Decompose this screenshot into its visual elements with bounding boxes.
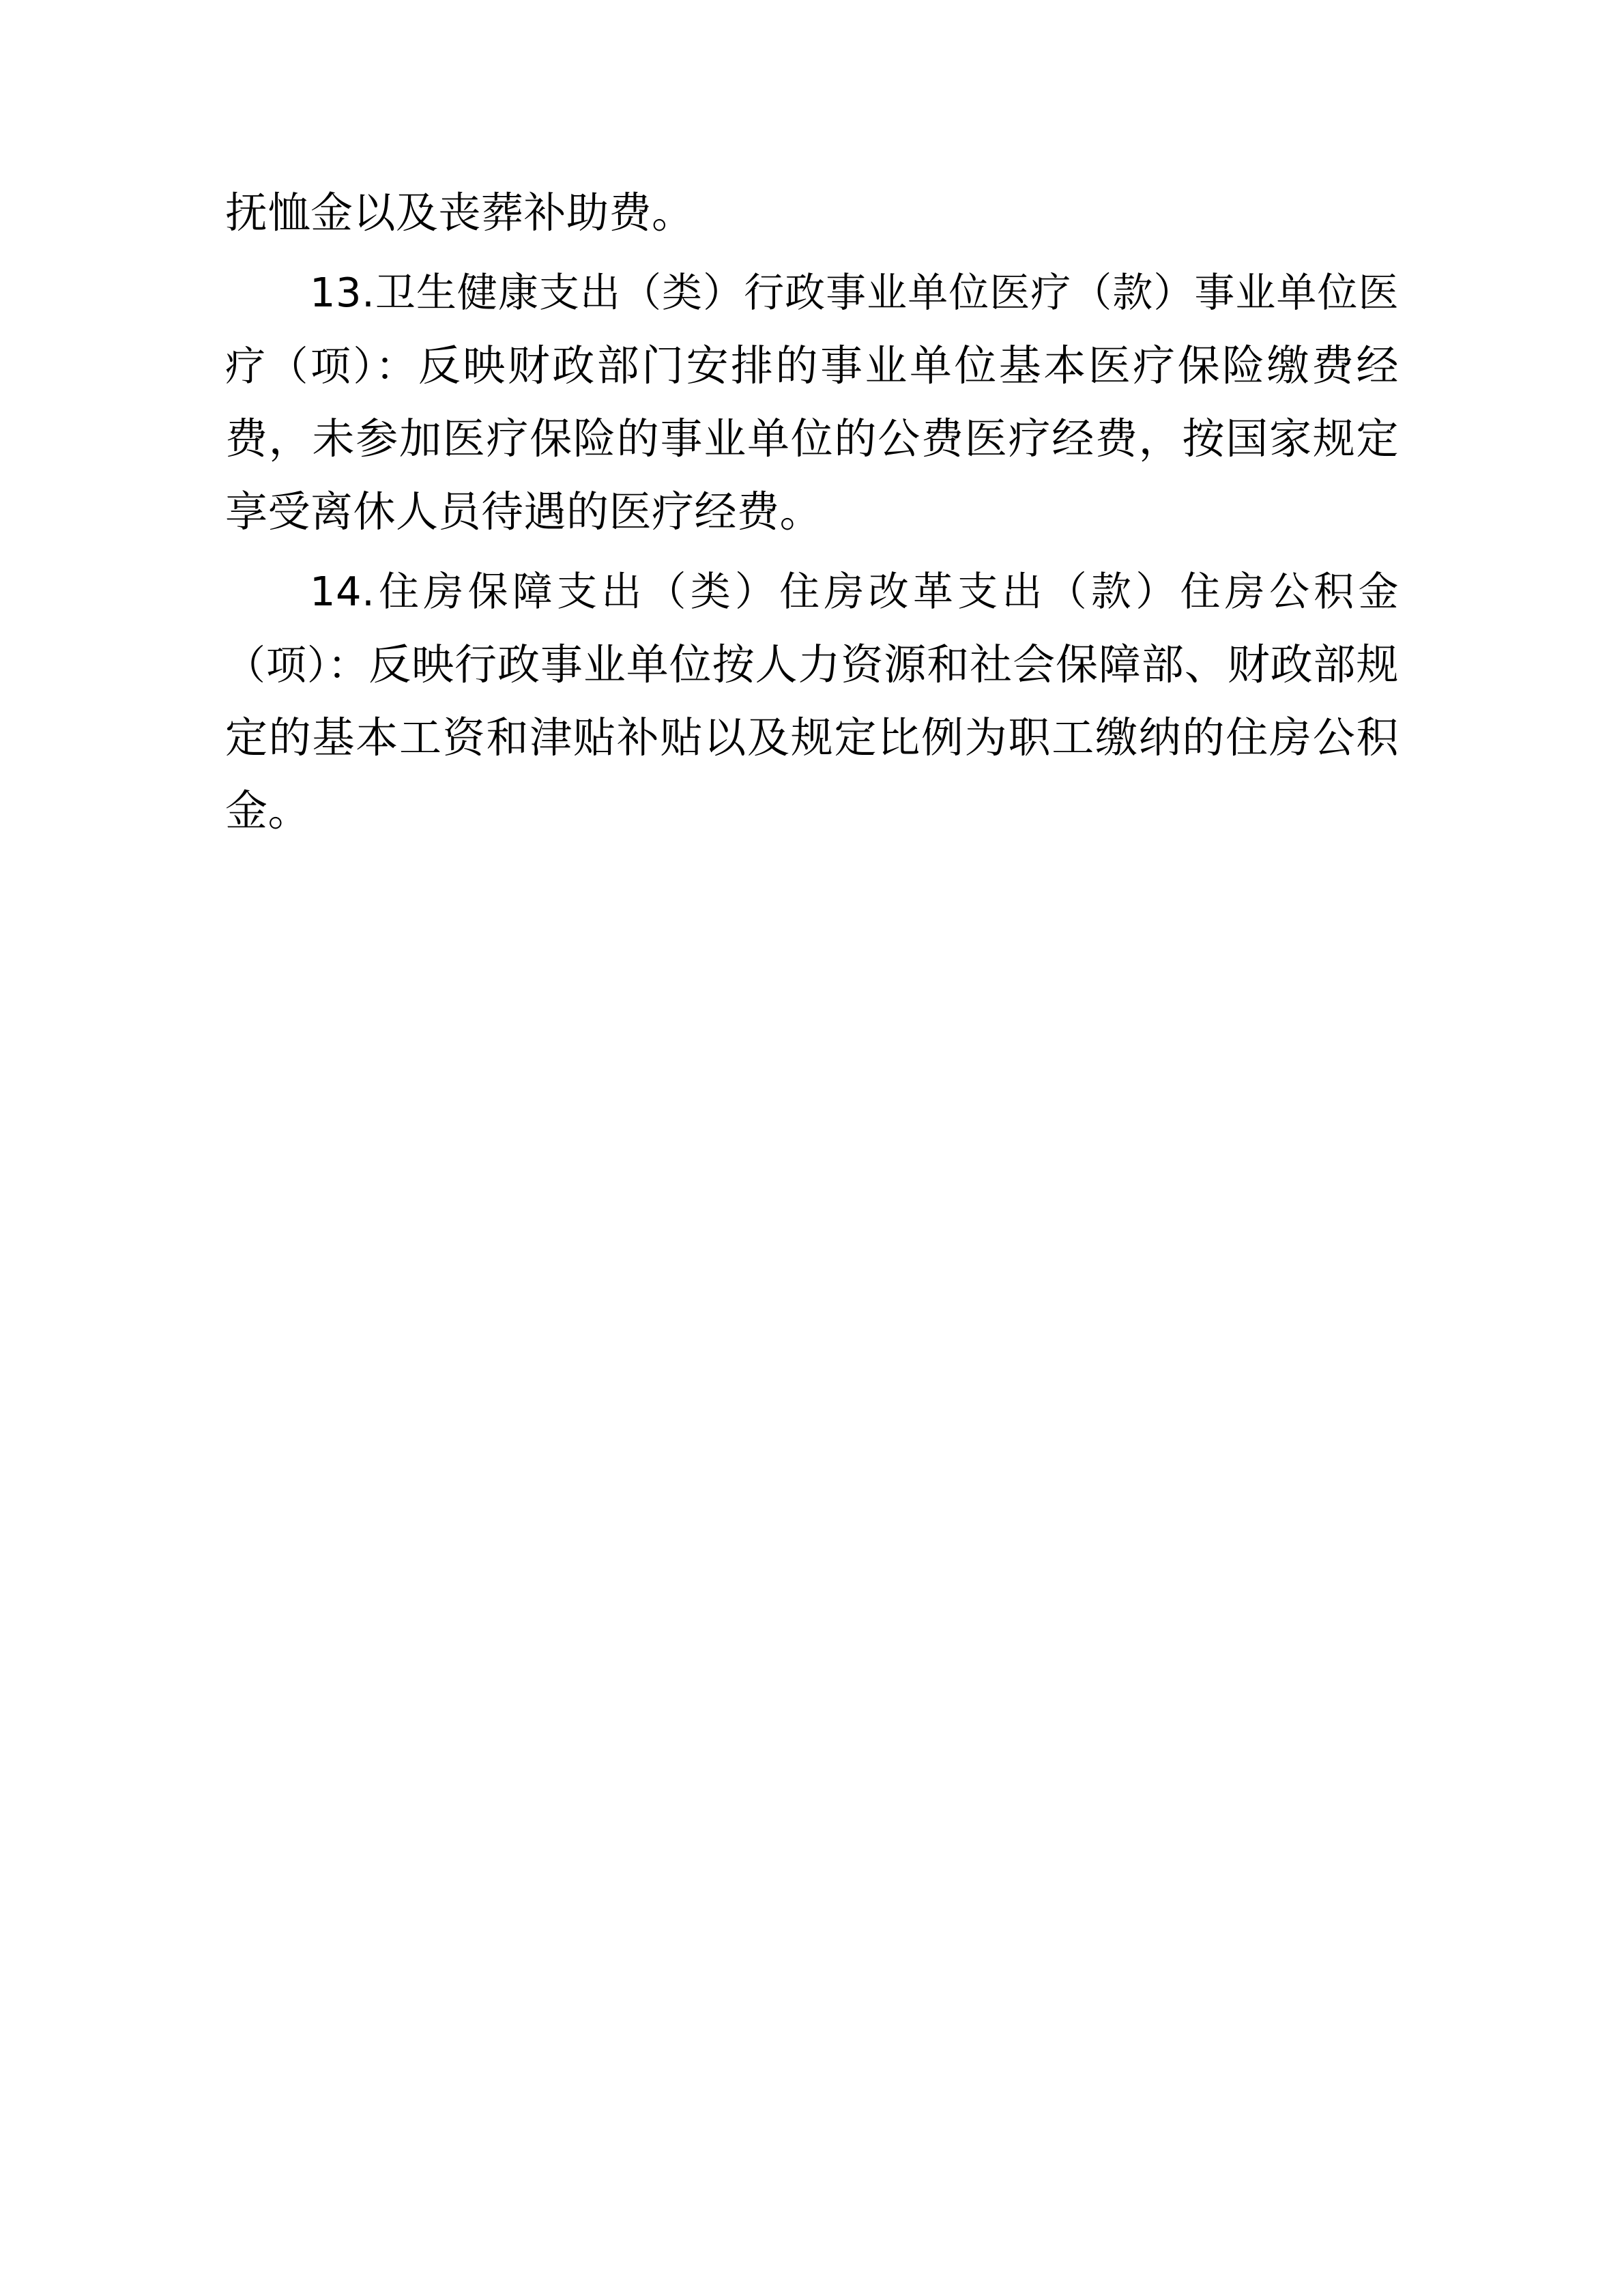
item-14-heading: 住房保障支出（类）住房改革支出（款）住房公积金（项）： bbox=[225, 568, 1399, 689]
paragraph-item-14 bbox=[225, 555, 1399, 848]
paragraph-item-13 bbox=[225, 256, 1399, 549]
item-14-body: 反映行政事业单位按人力资源和社会保障部、财政部规定的基本工资和津贴补贴以及规定比例为职工缴纳的住房公积金。 bbox=[225, 642, 1399, 835]
item-13-body: 反映财政部门安排的事业单位基本医疗保险缴费经费，未参加医疗保险的事业单位的公费医疗经费，按国家规定享受离休人员待遇的医疗经费。 bbox=[225, 343, 1399, 536]
item-13-number: 13. bbox=[310, 269, 375, 316]
paragraph-continuation: 抚恤金以及丧葬补助费。 bbox=[225, 190, 695, 237]
item-14-number: 14. bbox=[310, 568, 375, 615]
document-body bbox=[225, 177, 1399, 848]
item-13-heading: 卫生健康支出（类）行政事业单位医疗（款）事业单位医疗（项）： bbox=[225, 269, 1399, 390]
